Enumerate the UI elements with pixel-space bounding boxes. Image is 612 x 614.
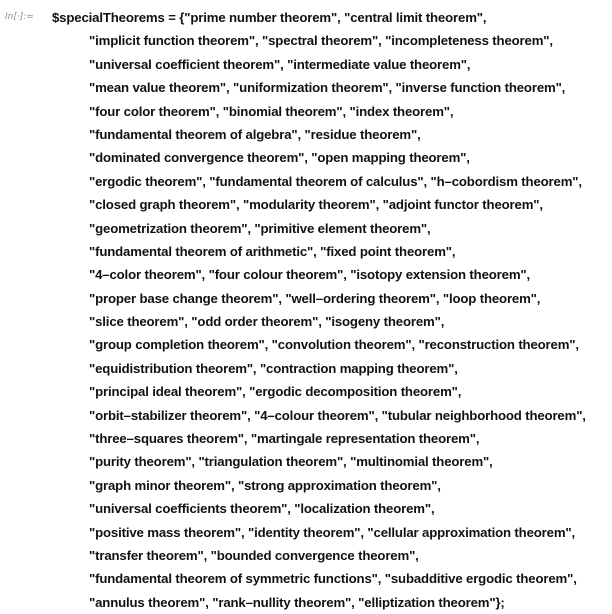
code-line: "positive mass theorem", "identity theorem", "cellular approximation theorem",	[89, 524, 576, 540]
code-line: $specialTheorems = {"prime number theorem", "central limit theorem",	[52, 10, 487, 25]
code-line: "slice theorem", "odd order theorem", "isogeny theorem",	[89, 314, 445, 330]
code-line: "three–squares theorem", "martingale representation theorem",	[89, 431, 480, 447]
code-line: "proper base change theorem", "well–ordering theorem", "loop theorem",	[89, 290, 541, 306]
code-line: "4–color theorem", "four colour theorem", "isotopy extension theorem",	[89, 267, 531, 283]
cell-label: In[·]:=	[5, 12, 34, 22]
code-line: "universal coefficient theorem", "intermediate value theorem",	[89, 56, 471, 72]
code-line: "graph minor theorem", "strong approximation theorem",	[89, 477, 441, 493]
code-line: "equidistribution theorem", "contraction mapping theorem",	[89, 360, 458, 376]
code-line: "ergodic theorem", "fundamental theorem of calculus", "h–cobordism theorem",	[89, 173, 582, 189]
code-line: "universal coefficients theorem", "localization theorem",	[89, 501, 435, 517]
code-line: "transfer theorem", "bounded convergence theorem",	[89, 547, 419, 563]
code-line: "dominated convergence theorem", "open mapping theorem",	[89, 150, 470, 166]
code-line: "orbit–stabilizer theorem", "4–colour theorem", "tubular neighborhood theorem",	[89, 407, 586, 423]
code-line: "fundamental theorem of symmetric functions", "subadditive ergodic theorem",	[89, 571, 577, 587]
code-line: "group completion theorem", "convolution theorem", "reconstruction theorem",	[89, 337, 579, 353]
code-line: "four color theorem", "binomial theorem", "index theorem",	[89, 103, 454, 119]
code-line: "mean value theorem", "uniformization theorem", "inverse function theorem",	[89, 80, 566, 96]
code-line: "fundamental theorem of algebra", "residue theorem",	[89, 126, 421, 142]
code-line: "fundamental theorem of arithmetic", "fixed point theorem",	[89, 243, 456, 259]
code-line: "implicit function theorem", "spectral theorem", "incompleteness theorem",	[89, 33, 553, 49]
code-line: "purity theorem", "triangulation theorem", "multinomial theorem",	[89, 454, 493, 470]
code-line: "closed graph theorem", "modularity theorem", "adjoint functor theorem",	[89, 197, 543, 213]
code-block[interactable]	[52, 6, 610, 614]
code-line: "annulus theorem", "rank–nullity theorem", "elliptization theorem"};	[89, 594, 505, 610]
code-line: "geometrization theorem", "primitive element theorem",	[89, 220, 431, 236]
code-line: "principal ideal theorem", "ergodic decomposition theorem",	[89, 384, 462, 400]
